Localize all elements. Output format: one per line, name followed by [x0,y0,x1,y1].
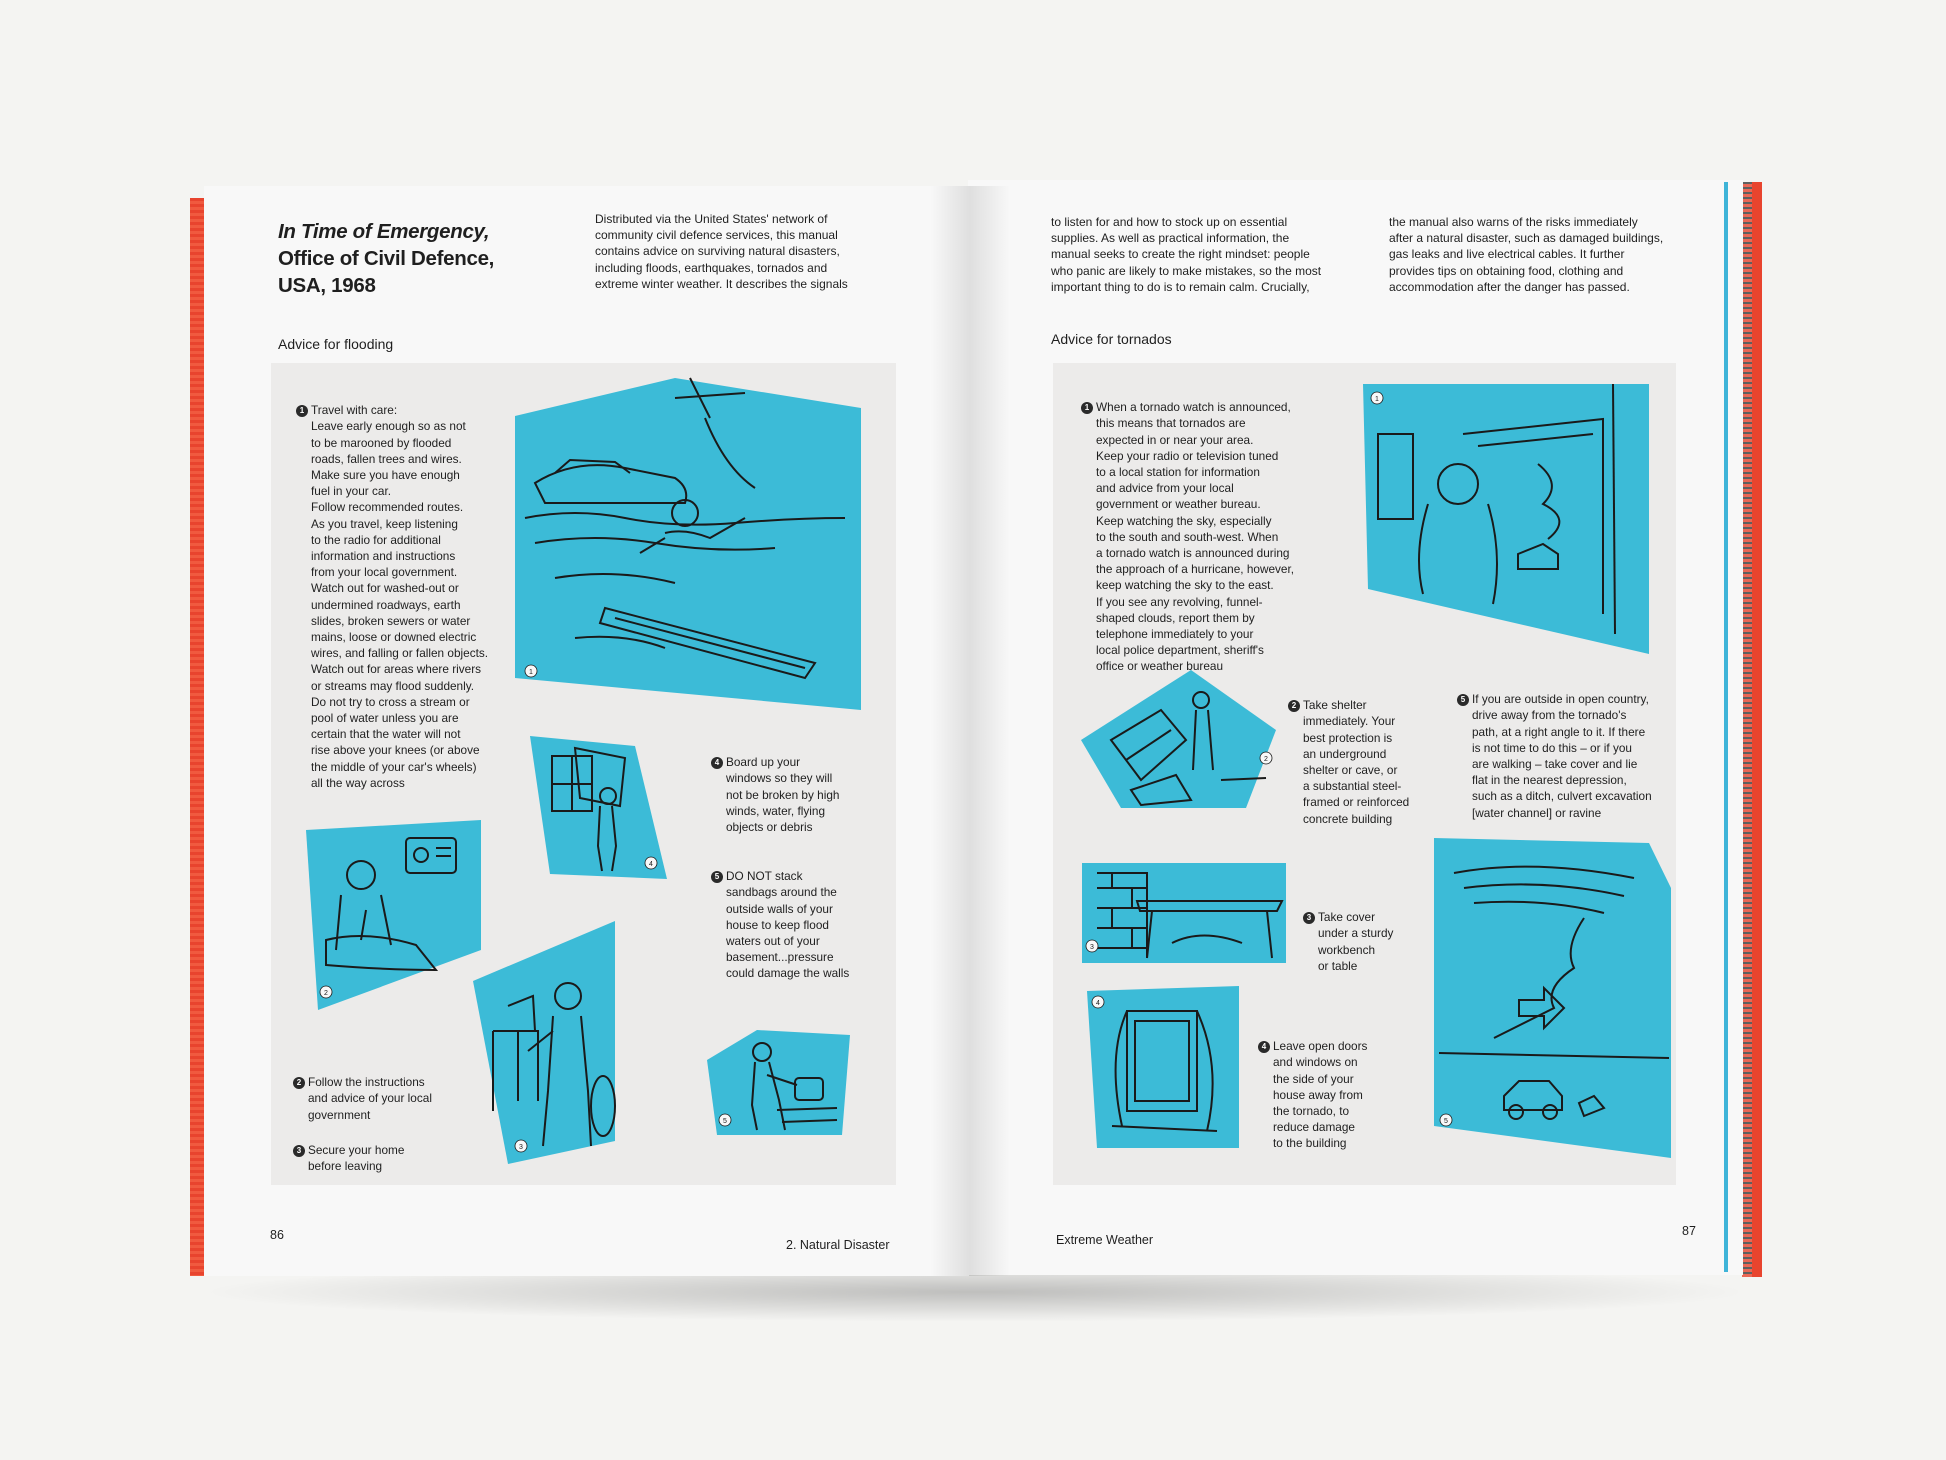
page-number-left: 86 [270,1228,284,1242]
right-page-edge-stack [1742,182,1752,1277]
item-number-badge: 5 [711,871,723,883]
tornado-illustration-4 [1087,986,1239,1148]
running-footer-left: 2. Natural Disaster [786,1238,890,1252]
flood-illustration-5 [707,1030,850,1135]
flood-illustration-2 [306,820,481,1010]
flood-illustration-1 [515,378,861,710]
item-number-badge: 2 [1288,700,1300,712]
item-number-badge: 3 [293,1145,305,1157]
item-number-badge: 4 [1258,1041,1270,1053]
flood-illustration-4 [530,736,667,879]
title-line-1: In Time of Emergency, [278,220,490,243]
title-line-3: USA, 1968 [278,274,376,297]
tornado-item-4-text: Leave open doors and windows on the side of your house away from the tornado, to reduce damage to the building [1273,1039,1368,1151]
intro-text-right-col1: to listen for and how to stock up on essential supplies. As well as practical information, the manual seeks to create the right mindset: people who panic are likely to make mistakes, so the most important thing to do is to remain calm. Crucially, [1051,215,1322,294]
page-number-right: 87 [1682,1224,1696,1238]
flood-item-5-text: DO NOT stack sandbags around the outside walls of your house to keep flood waters out of your basement...pressure could damage the walls [726,869,850,981]
book-gutter [930,186,1010,1276]
running-footer-right: Extreme Weather [1056,1233,1154,1247]
illustration-number: 5 [1444,1118,1448,1125]
item-number-badge: 5 [1457,694,1469,706]
page-edge-blue [1724,182,1728,1272]
section-heading-flooding: Advice for flooding [278,336,394,352]
title-line-2: Office of Civil Defence, [278,247,495,270]
intro-text-left: Distributed via the United States' network of community civil defence services, this manual contains advice on surviving natural disasters, including floods, earthquakes, tornados and extreme winter weather. It describes the signals [595,212,848,291]
illustration-number: 4 [649,861,653,868]
tornado-item-1-text: When a tornado watch is announced, this means that tornados are expected in or near your area. Keep your radio or television tuned to a local station for information and advice from your local government or weather bureau. Keep watching the sky, especially to the south and south-west. When a tornado watch is announced during the approach of a hurricane, however, keep watching the sky to the east. If you see any revolving, funnel- shaped clouds, report them by telephone immediately to your local police department, sheriff's office or weather bureau [1096,400,1295,674]
flood-item-4-text: Board up your windows so they will not be broken by high winds, water, flying objects or debris [726,755,840,835]
page-title [278,218,508,299]
item-number-badge: 3 [1303,912,1315,924]
flood-item-4 [711,738,871,835]
tornado-item-3-text: Take cover under a sturdy workbench or table [1318,910,1394,973]
tornado-illustration-1 [1363,384,1649,654]
illustration-number: 3 [1090,944,1094,951]
illustration-number: 1 [1375,396,1379,403]
illustration-number: 1 [529,669,533,676]
section-heading-tornados: Advice for tornados [1051,331,1172,347]
flood-item-5 [711,852,876,982]
tornado-item-5 [1457,675,1667,821]
tornado-item-3 [1303,893,1413,974]
tornado-item-1 [1081,383,1331,675]
flood-item-1 [296,386,506,791]
illustration-number: 2 [324,990,328,997]
illustration-number: 4 [1096,1000,1100,1007]
right-page-edge [1752,182,1762,1277]
item-number-badge: 2 [293,1077,305,1089]
flood-item-3-text: Secure your home before leaving [308,1143,405,1174]
item-number-badge: 1 [1081,402,1093,414]
flood-item-2 [293,1058,463,1123]
flood-item-1-text: Travel with care: Leave early enough so as not to be marooned by flooded roads, fallen trees and wires. Make sure you have enough fuel in your car. Follow recommended routes. As you travel, keep listening to the radio for additional information and instructions from your local government. Watch out for washed-out or undermined roadways, earth slides, broken sewers or water mains, loose or downed electric wires, and falling or fallen objects. Watch out for areas where rivers or streams may flood suddenly. Do not try to cross a stream or pool of water unless you are certain that the water will not rise above your knees (or above the middle of your car's wheels) all the way across [311,403,489,790]
illustration-number: 2 [1264,756,1268,763]
tornado-illustration-3 [1082,863,1286,963]
illustration-number: 3 [519,1144,523,1151]
tornado-illustration-5 [1434,838,1671,1158]
item-number-badge: 1 [296,405,308,417]
tornado-item-2-text: Take shelter immediately. Your best protection is an underground shelter or cave, or a substantial steel- framed or reinforced concrete building [1303,698,1410,826]
item-number-badge: 4 [711,757,723,769]
flood-item-3 [293,1126,443,1175]
tornado-item-4 [1258,1022,1388,1152]
flood-item-2-text: Follow the instructions and advice of your local government [308,1075,432,1122]
illustration-number: 5 [723,1118,727,1125]
tornado-illustration-2 [1081,670,1276,808]
flood-illustration-3 [473,921,615,1164]
tornado-item-5-text: If you are outside in open country, drive away from the tornado's path, at a right angle to it. If there is not time to do this – or if you are walking – take cover and lie flat in the nearest depression, such as a ditch, culvert excavation [water channel] or ravine [1472,692,1652,820]
tornado-item-2 [1288,681,1438,827]
intro-text-right-col2: the manual also warns of the risks immediately after a natural disaster, such as damaged buildings, gas leaks and live electrical cables. It further provides tips on obtaining food, clothing and accommodation after the danger has passed. [1389,215,1664,294]
left-page-edge [190,198,204,1276]
